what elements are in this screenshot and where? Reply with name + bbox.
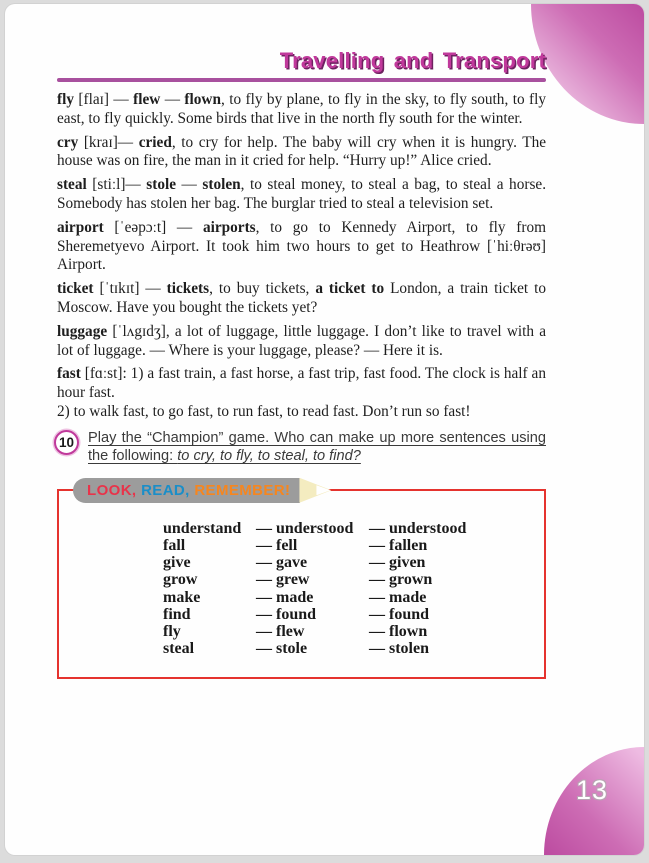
page-content bbox=[57, 48, 546, 679]
text-segment: airport bbox=[57, 218, 104, 236]
vocab-entry-luggage bbox=[57, 323, 546, 361]
verb-infinitive: find bbox=[163, 605, 191, 623]
verb-past: — found bbox=[256, 605, 317, 623]
verb-row bbox=[163, 640, 544, 657]
text-segment: [ˈeəpɔːt] — bbox=[103, 218, 203, 236]
verb-infinitive: understand bbox=[163, 519, 242, 537]
chapter-title: Travelling and Transport bbox=[279, 48, 546, 73]
verb-past: — stole bbox=[256, 640, 308, 658]
exercise-number-badge: 10 bbox=[54, 430, 79, 455]
text-segment: [ˈlʌgɪdʒ], a lot of luggage, little luggage. I don’t like to travel with a lot of luggage. — Where is your luggage, please? — Here it is. bbox=[57, 322, 546, 359]
chapter-header bbox=[57, 48, 546, 82]
text-segment: steal bbox=[57, 176, 87, 194]
verb-row bbox=[163, 623, 544, 640]
look-read-remember-banner bbox=[73, 478, 331, 503]
text-segment: London, a train ticket to Moscow. Have you bought the tickets yet? bbox=[57, 280, 546, 316]
verb-table bbox=[163, 520, 544, 658]
vocab-entry-steal bbox=[57, 176, 546, 214]
banner-label bbox=[73, 478, 300, 503]
text-segment: cry bbox=[57, 133, 79, 151]
vocab-entry-ticket bbox=[57, 280, 546, 318]
vocab-entry-fly bbox=[57, 91, 546, 129]
verb-row bbox=[163, 520, 544, 537]
verb-participle: — stolen bbox=[369, 640, 429, 658]
textbook-page bbox=[5, 4, 644, 855]
verb-row bbox=[163, 537, 544, 554]
vocab-entry-cry bbox=[57, 134, 546, 172]
text-segment: — bbox=[176, 176, 203, 194]
text-segment: [kraɪ]— bbox=[78, 133, 139, 151]
text-segment: to cry, to fly, to steal, to find? bbox=[177, 447, 361, 464]
verb-row bbox=[163, 606, 544, 623]
text-segment: airports bbox=[202, 218, 256, 236]
text-segment: stolen bbox=[202, 176, 241, 194]
vocabulary-list bbox=[57, 91, 546, 422]
text-segment: [ˈtɪkɪt] — bbox=[93, 280, 167, 298]
exercise-instruction bbox=[88, 429, 546, 465]
verb-infinitive: give bbox=[163, 554, 191, 572]
verb-participle: — fallen bbox=[369, 536, 428, 554]
text-segment: , to go to Kennedy Airport, to fly from Sheremetyevo Airport. It took him two hours to get to Heathrow [ˈhiːθrəʊ] Airport. bbox=[57, 218, 546, 274]
verb-past: — grew bbox=[256, 571, 310, 589]
text-segment: [flaɪ] — bbox=[74, 91, 134, 108]
text-segment: ticket bbox=[57, 280, 94, 298]
pencil-icon bbox=[299, 478, 331, 503]
text-segment: cried bbox=[138, 133, 172, 151]
text-segment: — bbox=[160, 91, 185, 108]
text-segment: , to steal money, to steal a bag, to steal a horse. Somebody has stolen her bag. The burglar tried to steal a television set. bbox=[57, 176, 547, 212]
verb-participle: — made bbox=[369, 588, 427, 606]
verb-past: — gave bbox=[256, 554, 308, 572]
text-segment: tickets bbox=[166, 280, 210, 298]
text-segment: REMEMBER! bbox=[189, 481, 291, 499]
verb-past: — understood bbox=[256, 519, 354, 537]
pencil-tip-lead bbox=[316, 485, 330, 495]
text-segment: 2) to walk fast, to go fast, to run fast, to read fast. Don’t run so fast! bbox=[57, 402, 471, 420]
irregular-verbs-box bbox=[57, 489, 546, 679]
verb-infinitive: make bbox=[163, 588, 201, 606]
corner-decoration-top-icon bbox=[531, 4, 644, 124]
verb-infinitive: grow bbox=[163, 571, 198, 589]
verb-infinitive: steal bbox=[163, 640, 195, 658]
verb-participle: — grown bbox=[369, 571, 433, 589]
text-segment: [fɑːst]: 1) a fast train, a fast horse, a fast trip, fast food. The clock is half an hour fast. bbox=[57, 365, 546, 402]
text-segment: fast bbox=[57, 365, 81, 383]
page-number: 13 bbox=[576, 775, 609, 805]
corner-decoration-bottom-icon bbox=[544, 747, 644, 855]
verb-row bbox=[163, 589, 544, 606]
verb-participle: — flown bbox=[369, 622, 428, 640]
text-segment: LOOK, bbox=[87, 481, 137, 499]
text-segment: READ, bbox=[136, 481, 190, 499]
text-segment: [stiːl]— bbox=[86, 176, 147, 194]
verb-past: — flew bbox=[256, 622, 305, 640]
text-segment: , to cry for help. The baby will cry when it is hungry. The house was on fire, the man in it cried for help. “Hurry up!” Alice cried. bbox=[57, 133, 547, 170]
text-segment: flew bbox=[133, 91, 161, 108]
text-segment: Play the “Champion” game. Who can make up more sentences using the following: bbox=[88, 429, 546, 464]
verb-past: — fell bbox=[256, 536, 298, 554]
verb-row bbox=[163, 554, 544, 571]
vocab-entry-airport bbox=[57, 219, 546, 275]
vocab-entry-fast bbox=[57, 365, 546, 421]
verb-past: — made bbox=[256, 588, 314, 606]
text-segment: , to buy tickets, bbox=[209, 280, 316, 298]
text-segment: fly bbox=[57, 91, 74, 108]
title-rule bbox=[57, 78, 546, 82]
text-segment: a ticket to bbox=[315, 280, 385, 298]
text-segment: luggage bbox=[57, 322, 108, 340]
text-segment: , to fly by plane, to fly in the sky, to fly south, to fly east, to fly quickly. Some birds that live in the north fly south for the winter. bbox=[57, 91, 546, 127]
verb-row bbox=[163, 571, 544, 588]
verb-participle: — given bbox=[369, 554, 426, 572]
verb-infinitive: fall bbox=[163, 536, 186, 554]
verb-participle: — understood bbox=[369, 519, 467, 537]
verb-participle: — found bbox=[369, 605, 430, 623]
exercise-10 bbox=[54, 429, 546, 465]
text-segment: stole bbox=[146, 176, 177, 194]
verb-infinitive: fly bbox=[163, 622, 181, 640]
text-segment: flown bbox=[184, 91, 221, 108]
